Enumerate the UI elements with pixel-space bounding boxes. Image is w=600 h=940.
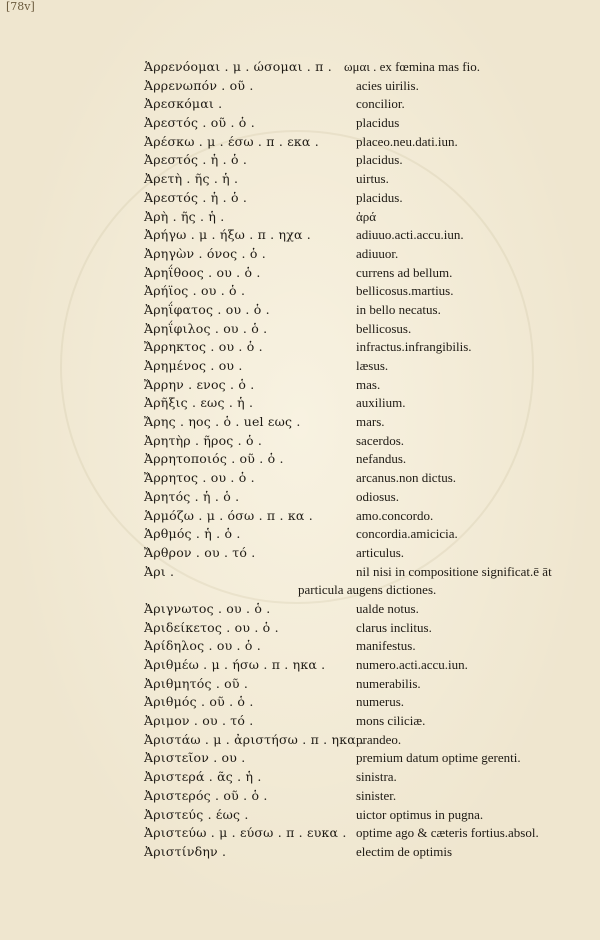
latin-gloss: ωμαι . ex fœmina mas fio. — [344, 59, 480, 74]
greek-headword: Ἀρῆξις . εως . ἡ . — [144, 395, 254, 411]
dictionary-entry — [130, 749, 590, 768]
greek-headword: Ἁρμόζω . μ . όσω . π . κα . — [144, 507, 313, 523]
greek-headword: Ἀριθμός . οῦ . ὁ . — [144, 694, 254, 710]
dictionary-entry — [130, 488, 590, 507]
latin-gloss: prandeo. — [356, 731, 402, 747]
greek-headword: Ἀριστίνδην . — [144, 843, 227, 859]
dictionary-entry — [130, 824, 590, 843]
dictionary-entry — [130, 600, 590, 619]
greek-headword: Ἀρεστός . οῦ . ὁ . — [144, 115, 255, 131]
dictionary-entry — [130, 544, 590, 563]
greek-headword: Ἀριστερός . οῦ . ὁ . — [144, 787, 268, 803]
greek-headword: Ἀρὴ . ῆς . ἡ . — [144, 208, 225, 224]
greek-headword: Ἀριγνωτος . ου . ὁ . — [144, 600, 271, 616]
latin-gloss: auxilium. — [356, 395, 406, 411]
dictionary-entry — [130, 432, 590, 451]
page-number: [78v] — [6, 0, 35, 13]
dictionary-entry — [130, 338, 590, 357]
dictionary-entry — [130, 151, 590, 170]
latin-gloss: numerabilis. — [356, 675, 421, 691]
greek-headword: Ἀρίδηλος . ου . ὁ . — [144, 638, 261, 654]
greek-headword: Ἀρεστός . ἡ . ὁ . — [144, 189, 248, 205]
greek-headword: Ἄρρητος . ου . ὁ . — [144, 470, 255, 486]
greek-headword: Ἀρηγὼν . όνος . ὁ . — [144, 245, 266, 261]
latin-gloss: bellicosus. — [356, 320, 412, 336]
dictionary-entry — [130, 712, 590, 731]
latin-gloss: uictor optimus in pugna. — [356, 806, 484, 822]
latin-gloss: electim de optimis — [356, 843, 453, 859]
dictionary-entry — [130, 413, 590, 432]
greek-headword: Ἀριδείκετος . ου . ὁ . — [144, 619, 279, 635]
greek-headword: Ἀρρητοποιός . οῦ . ὁ . — [144, 451, 284, 467]
dictionary-entry — [130, 843, 590, 862]
latin-gloss: læsus. — [356, 358, 389, 373]
greek-headword: Ἀρήγω . μ . ήξω . π . ηχα . — [144, 227, 311, 243]
greek-headword: Ἀρημένος . ου . — [144, 358, 243, 373]
latin-gloss: sacerdos. — [356, 432, 405, 448]
latin-gloss: bellicosus.martius. — [356, 283, 454, 299]
latin-gloss: placidus. — [356, 189, 403, 205]
dictionary-entry — [130, 133, 590, 152]
dictionary-entry — [130, 693, 590, 712]
latin-gloss: numero.acti.accu.iun. — [356, 657, 468, 672]
greek-headword: Ἄρρηκτος . ου . ὁ . — [144, 339, 263, 355]
greek-headword: Ἀρέσκω . μ . έσω . π . εκα . — [144, 133, 319, 149]
greek-headword: Ἀρι . — [144, 563, 175, 579]
dictionary-entry — [130, 581, 590, 600]
latin-gloss: sinistra. — [356, 769, 397, 785]
latin-gloss: sinister. — [356, 787, 397, 803]
dictionary-entry — [130, 320, 590, 339]
dictionary-entry — [130, 469, 590, 488]
latin-gloss: ἀρά — [356, 208, 377, 224]
greek-headword: Ἀριστεύω . μ . εύσω . π . ευκα . — [144, 825, 347, 841]
latin-gloss: infractus.infrangibilis. — [356, 339, 472, 355]
greek-headword: Ἄρθρον . ου . τό . — [144, 544, 256, 560]
latin-gloss: acies uirilis. — [356, 77, 419, 93]
dictionary-entry — [130, 245, 590, 264]
dictionary-entry — [130, 226, 590, 245]
greek-headword: Ἀρεστός . ἡ . ὁ . — [144, 152, 248, 168]
dictionary-entry — [130, 768, 590, 787]
latin-gloss: numerus. — [356, 694, 405, 710]
dictionary-entry — [130, 77, 590, 96]
latin-gloss: manifestus. — [356, 638, 416, 654]
dictionary-entry — [130, 806, 590, 825]
latin-gloss: in bello necatus. — [356, 301, 441, 317]
greek-headword: Ἀρηΐφιλος . ου . ὁ . — [144, 320, 268, 336]
latin-gloss: adiuuo.acti.accu.iun. — [356, 227, 464, 243]
dictionary-entry — [130, 563, 590, 582]
dictionary-entry — [130, 208, 590, 227]
greek-headword: Ἀρηΐθοος . ου . ὁ . — [144, 264, 261, 280]
dictionary-entry — [130, 450, 590, 469]
dictionary-entry — [130, 525, 590, 544]
latin-gloss: nil nisi in compositione significat.ē āt — [356, 563, 552, 579]
greek-headword: Ἀρητὴρ . ῆρος . ὁ . — [144, 432, 263, 448]
latin-gloss: placidus — [356, 115, 400, 131]
greek-headword: Ἀρετὴ . ῆς . ἡ . — [144, 171, 239, 187]
latin-gloss: nefandus. — [356, 451, 407, 467]
dictionary-entry — [130, 787, 590, 806]
greek-headword: Ἀρρενωπόν . οῦ . — [144, 77, 254, 93]
latin-gloss: optime ago & cæteris fortius.absol. — [356, 825, 539, 841]
latin-gloss: mas. — [356, 376, 381, 392]
dictionary-entry — [130, 264, 590, 283]
greek-headword: Ἀριστεῖον . ου . — [144, 750, 246, 766]
latin-gloss: ualde notus. — [356, 600, 419, 616]
dictionary-entry — [130, 376, 590, 395]
greek-headword: Ἀριμον . ου . τό . — [144, 713, 254, 729]
dictionary-entry — [130, 656, 590, 675]
dictionary-entry — [130, 619, 590, 638]
greek-headword: Ἁρθμός . ἡ . ὁ . — [144, 526, 241, 542]
dictionary-entry — [130, 637, 590, 656]
greek-headword: Ἀρεσκόμαι . — [144, 96, 223, 112]
latin-gloss: placeo.neu.dati.iun. — [356, 133, 458, 149]
latin-gloss: uirtus. — [356, 171, 389, 187]
dictionary-entry — [130, 507, 590, 526]
greek-headword: Ἀριθμητός . οῦ . — [144, 675, 249, 691]
dictionary-entry — [130, 357, 590, 376]
latin-gloss: amo.concordo. — [356, 507, 434, 523]
latin-gloss: concordia.amicicia. — [356, 526, 458, 542]
dictionary-entry — [130, 394, 590, 413]
dictionary-entry — [130, 170, 590, 189]
dictionary-entry — [130, 675, 590, 694]
dictionary-entry — [130, 95, 590, 114]
greek-headword: Ἁρρενόομαι . μ . ώσομαι . π . — [144, 59, 332, 74]
greek-headword: Ἀρήϊος . ου . ὁ . — [144, 283, 246, 299]
latin-gloss: mars. — [356, 414, 385, 430]
greek-headword: Ἀριθμέω . μ . ήσω . π . ηκα . — [144, 657, 326, 672]
dictionary-entry — [130, 731, 590, 750]
greek-headword: Ἄρρην . ενος . ὁ . — [144, 376, 255, 392]
latin-gloss: concilior. — [356, 96, 405, 112]
latin-gloss: arcanus.non dictus. — [356, 470, 457, 486]
latin-gloss: currens ad bellum. — [356, 264, 453, 280]
dictionary-entry — [130, 114, 590, 133]
latin-gloss: odiosus. — [356, 488, 399, 504]
latin-gloss: adiuuor. — [356, 245, 399, 261]
greek-headword: Ἄρης . ηος . ὁ . uel εως . — [144, 414, 301, 430]
latin-gloss: particula augens dictiones. — [298, 582, 437, 598]
greek-headword: Ἀριστάω . μ . ἀριστήσω . π . ηκα . — [144, 731, 365, 747]
greek-headword: Ἀρηΐφατος . ου . ὁ . — [144, 301, 270, 317]
greek-headword: Ἀρητός . ἡ . ὁ . — [144, 488, 240, 504]
greek-headword: Ἀριστεύς . έως . — [144, 806, 249, 822]
latin-gloss: mons ciliciæ. — [356, 713, 426, 729]
dictionary-entries — [130, 58, 590, 862]
latin-gloss: articulus. — [356, 544, 405, 560]
dictionary-entry — [130, 282, 590, 301]
dictionary-entry — [130, 189, 590, 208]
dictionary-entry — [130, 301, 590, 320]
latin-gloss: premium datum optime gerenti. — [356, 750, 521, 766]
latin-gloss: placidus. — [356, 152, 403, 168]
latin-gloss: clarus inclitus. — [356, 619, 432, 635]
greek-headword: Ἀριστερά . ᾶς . ἡ . — [144, 769, 262, 785]
dictionary-entry — [130, 58, 590, 77]
